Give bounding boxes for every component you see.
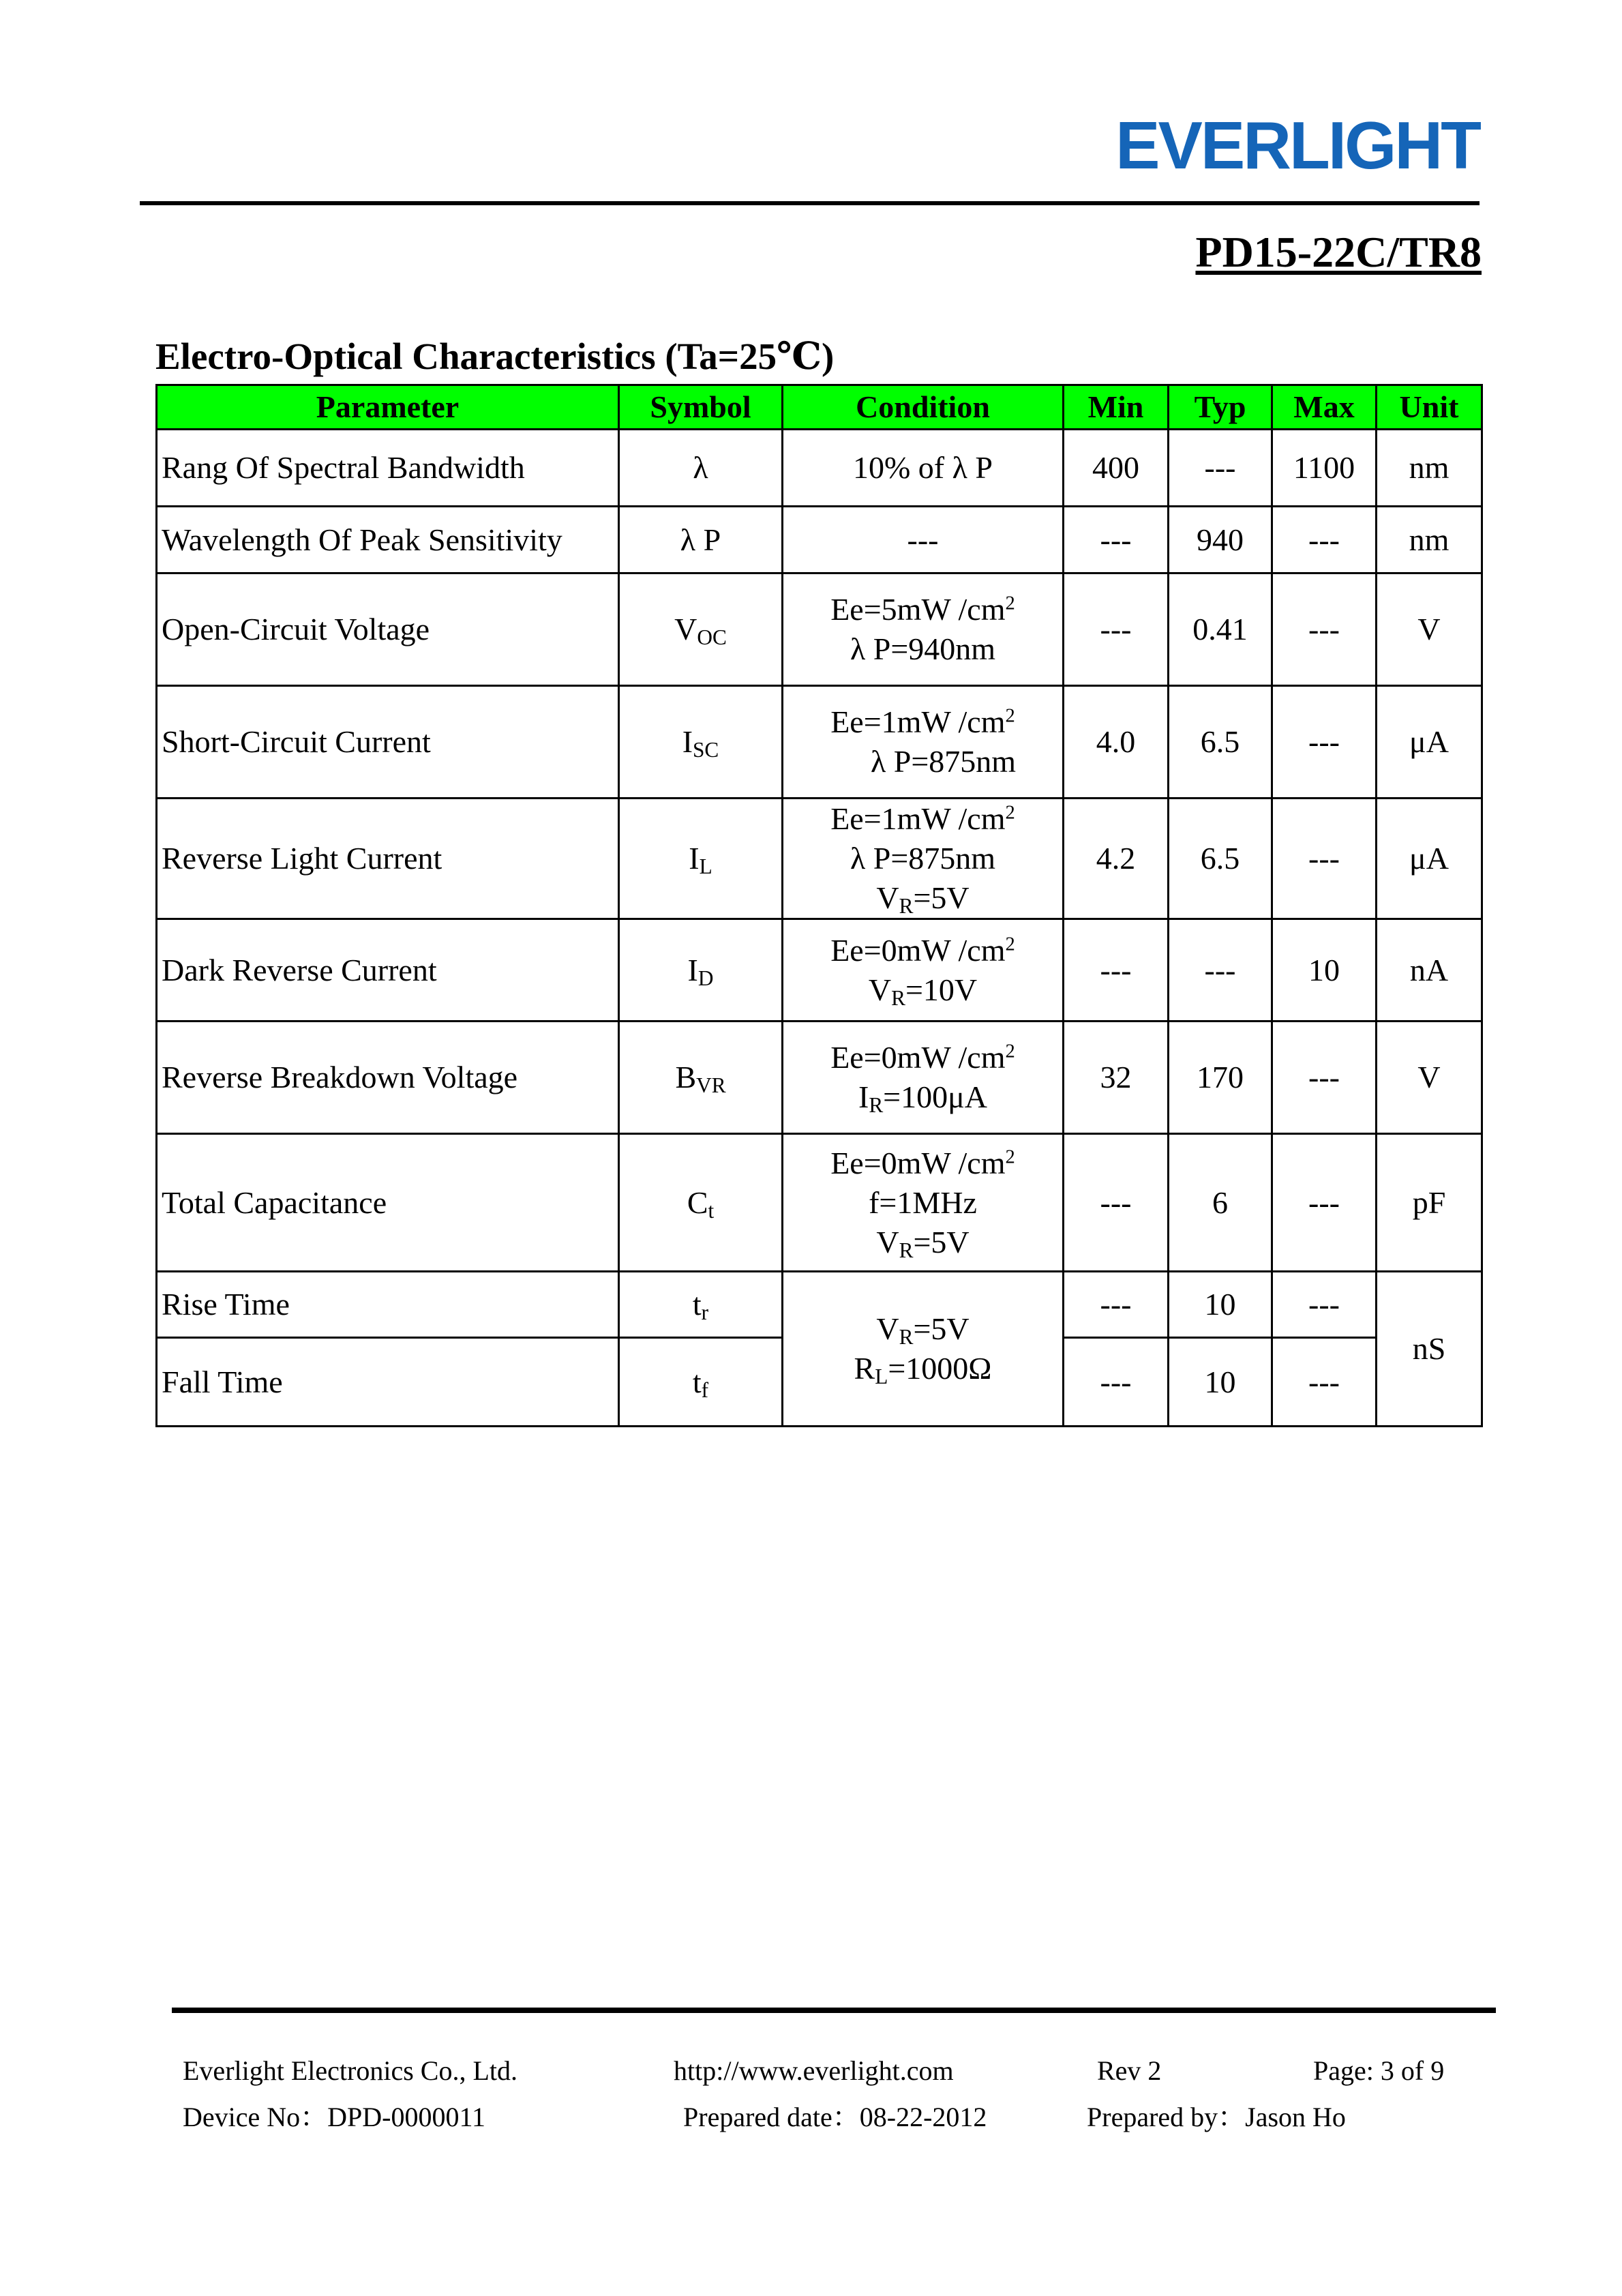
typ-cell: --- <box>1169 919 1272 1022</box>
unit-cell: μA <box>1377 686 1482 799</box>
header-typ: Typ <box>1169 385 1272 430</box>
table-row <box>157 1022 1482 1134</box>
header-unit: Unit <box>1377 385 1482 430</box>
symbol-cell: λ P <box>619 507 783 573</box>
timing-unit-cell: nS <box>1377 1272 1482 1427</box>
typ-cell: 10 <box>1169 1272 1272 1338</box>
min-cell: --- <box>1064 1134 1169 1272</box>
footer-company: Everlight Electronics Co., Ltd. <box>183 2055 517 2086</box>
table-row <box>157 919 1482 1022</box>
table-row <box>157 799 1482 919</box>
unit-cell: pF <box>1377 1134 1482 1272</box>
symbol-cell: $B_{VR}$ <box>619 1022 783 1134</box>
typ-cell: 6.5 <box>1169 799 1272 919</box>
condition-cell: --- <box>783 507 1064 573</box>
footer-device-no: Device No：DPD-0000011 <box>183 2102 486 2132</box>
max-cell: --- <box>1272 1134 1377 1272</box>
header-rule <box>140 201 1480 205</box>
table-row <box>157 686 1482 799</box>
max-cell: --- <box>1272 1022 1377 1134</box>
param-cell: Reverse Light Current <box>157 799 619 919</box>
param-cell: Wavelength Of Peak Sensitivity <box>157 507 619 573</box>
max-cell: --- <box>1272 507 1377 573</box>
table-row <box>157 573 1482 686</box>
param-cell: Rise Time <box>157 1272 619 1338</box>
param-cell: Rang Of Spectral Bandwidth <box>157 430 619 507</box>
unit-cell: V <box>1377 1022 1482 1134</box>
footer-prepared-by: Prepared by：Jason Ho <box>1087 2102 1346 2132</box>
header-max: Max <box>1272 385 1377 430</box>
condition-cell: 10% of λ P <box>783 430 1064 507</box>
min-cell: --- <box>1064 1338 1169 1427</box>
unit-cell: nm <box>1377 430 1482 507</box>
unit-cell: nA <box>1377 919 1482 1022</box>
min-cell: 400 <box>1064 430 1169 507</box>
typ-cell: 0.41 <box>1169 573 1272 686</box>
param-cell: Fall Time <box>157 1338 619 1427</box>
header-condition: Condition <box>783 385 1064 430</box>
symbol-cell: $V_{OC}$ <box>619 573 783 686</box>
condition-cell: Ee=0mW $/cm^2$ $I_R=100\mu A$ <box>783 1022 1064 1134</box>
param-cell: Short-Circuit Current <box>157 686 619 799</box>
table-row <box>157 1272 1482 1338</box>
typ-cell: 6 <box>1169 1134 1272 1272</box>
condition-cell: Ee=0mW $/cm^2$ $V_R=10V$ <box>783 919 1064 1022</box>
symbol-cell: $C_t$ <box>619 1134 783 1272</box>
characteristics-table <box>155 384 1483 1427</box>
min-cell: --- <box>1064 1272 1169 1338</box>
typ-cell: 170 <box>1169 1022 1272 1134</box>
unit-cell: nm <box>1377 507 1482 573</box>
min-cell: 4.2 <box>1064 799 1169 919</box>
min-cell: --- <box>1064 573 1169 686</box>
unit-cell: V <box>1377 573 1482 686</box>
min-cell: --- <box>1064 507 1169 573</box>
table-row <box>157 430 1482 507</box>
max-cell: --- <box>1272 573 1377 686</box>
typ-cell: --- <box>1169 430 1272 507</box>
param-cell: Total Capacitance <box>157 1134 619 1272</box>
header-symbol: Symbol <box>619 385 783 430</box>
condition-cell: Ee=0mW $/cm^2$ f=1MHz $V_R=5V$ <box>783 1134 1064 1272</box>
table-header-row <box>157 385 1482 430</box>
table-row <box>157 1134 1482 1272</box>
typ-cell: 940 <box>1169 507 1272 573</box>
part-number: PD15-22C/TR8 <box>1195 228 1482 276</box>
footer-url[interactable]: http://www.everlight.com <box>674 2055 954 2086</box>
condition-cell: Ee=1mW $/cm^2$ λ P=875nm $V_R=5V$ <box>783 799 1064 919</box>
max-cell: 1100 <box>1272 430 1377 507</box>
unit-cell: μA <box>1377 799 1482 919</box>
min-cell: 4.0 <box>1064 686 1169 799</box>
max-cell: --- <box>1272 799 1377 919</box>
max-cell: --- <box>1272 1272 1377 1338</box>
symbol-cell: $I_{SC}$ <box>619 686 783 799</box>
param-cell: Dark Reverse Current <box>157 919 619 1022</box>
param-cell: Reverse Breakdown Voltage <box>157 1022 619 1134</box>
symbol-cell: $I_D$ <box>619 919 783 1022</box>
timing-condition-cell: $V_R=5V$ $R_L=1000\Omega$ <box>783 1272 1064 1427</box>
typ-cell: 10 <box>1169 1338 1272 1427</box>
min-cell: 32 <box>1064 1022 1169 1134</box>
max-cell: 10 <box>1272 919 1377 1022</box>
header-parameter: Parameter <box>157 385 619 430</box>
footer-rev: Rev 2 <box>1097 2055 1162 2086</box>
condition-cell: Ee=5mW $/cm^2$ λ P=940nm <box>783 573 1064 686</box>
symbol-cell: $t_f$ <box>619 1338 783 1427</box>
condition-cell: Ee=1mW $/cm^2$ λ P=875nm <box>783 686 1064 799</box>
max-cell: --- <box>1272 1338 1377 1427</box>
symbol-cell: $I_L$ <box>619 799 783 919</box>
header-min: Min <box>1064 385 1169 430</box>
typ-cell: 6.5 <box>1169 686 1272 799</box>
min-cell: --- <box>1064 919 1169 1022</box>
max-cell: --- <box>1272 686 1377 799</box>
param-cell: Open-Circuit Voltage <box>157 573 619 686</box>
footer-prepared-date: Prepared date：08-22-2012 <box>683 2102 987 2132</box>
footer-page: Page: 3 of 9 <box>1313 2055 1445 2086</box>
symbol-cell: $t_r$ <box>619 1272 783 1338</box>
section-title: Electro-Optical Characteristics (Ta=25℃) <box>155 336 835 377</box>
everlight-logo: EVERLIGHT <box>1115 108 1480 183</box>
symbol-cell: λ <box>619 430 783 507</box>
footer-rule <box>172 2008 1496 2013</box>
table-row <box>157 507 1482 573</box>
